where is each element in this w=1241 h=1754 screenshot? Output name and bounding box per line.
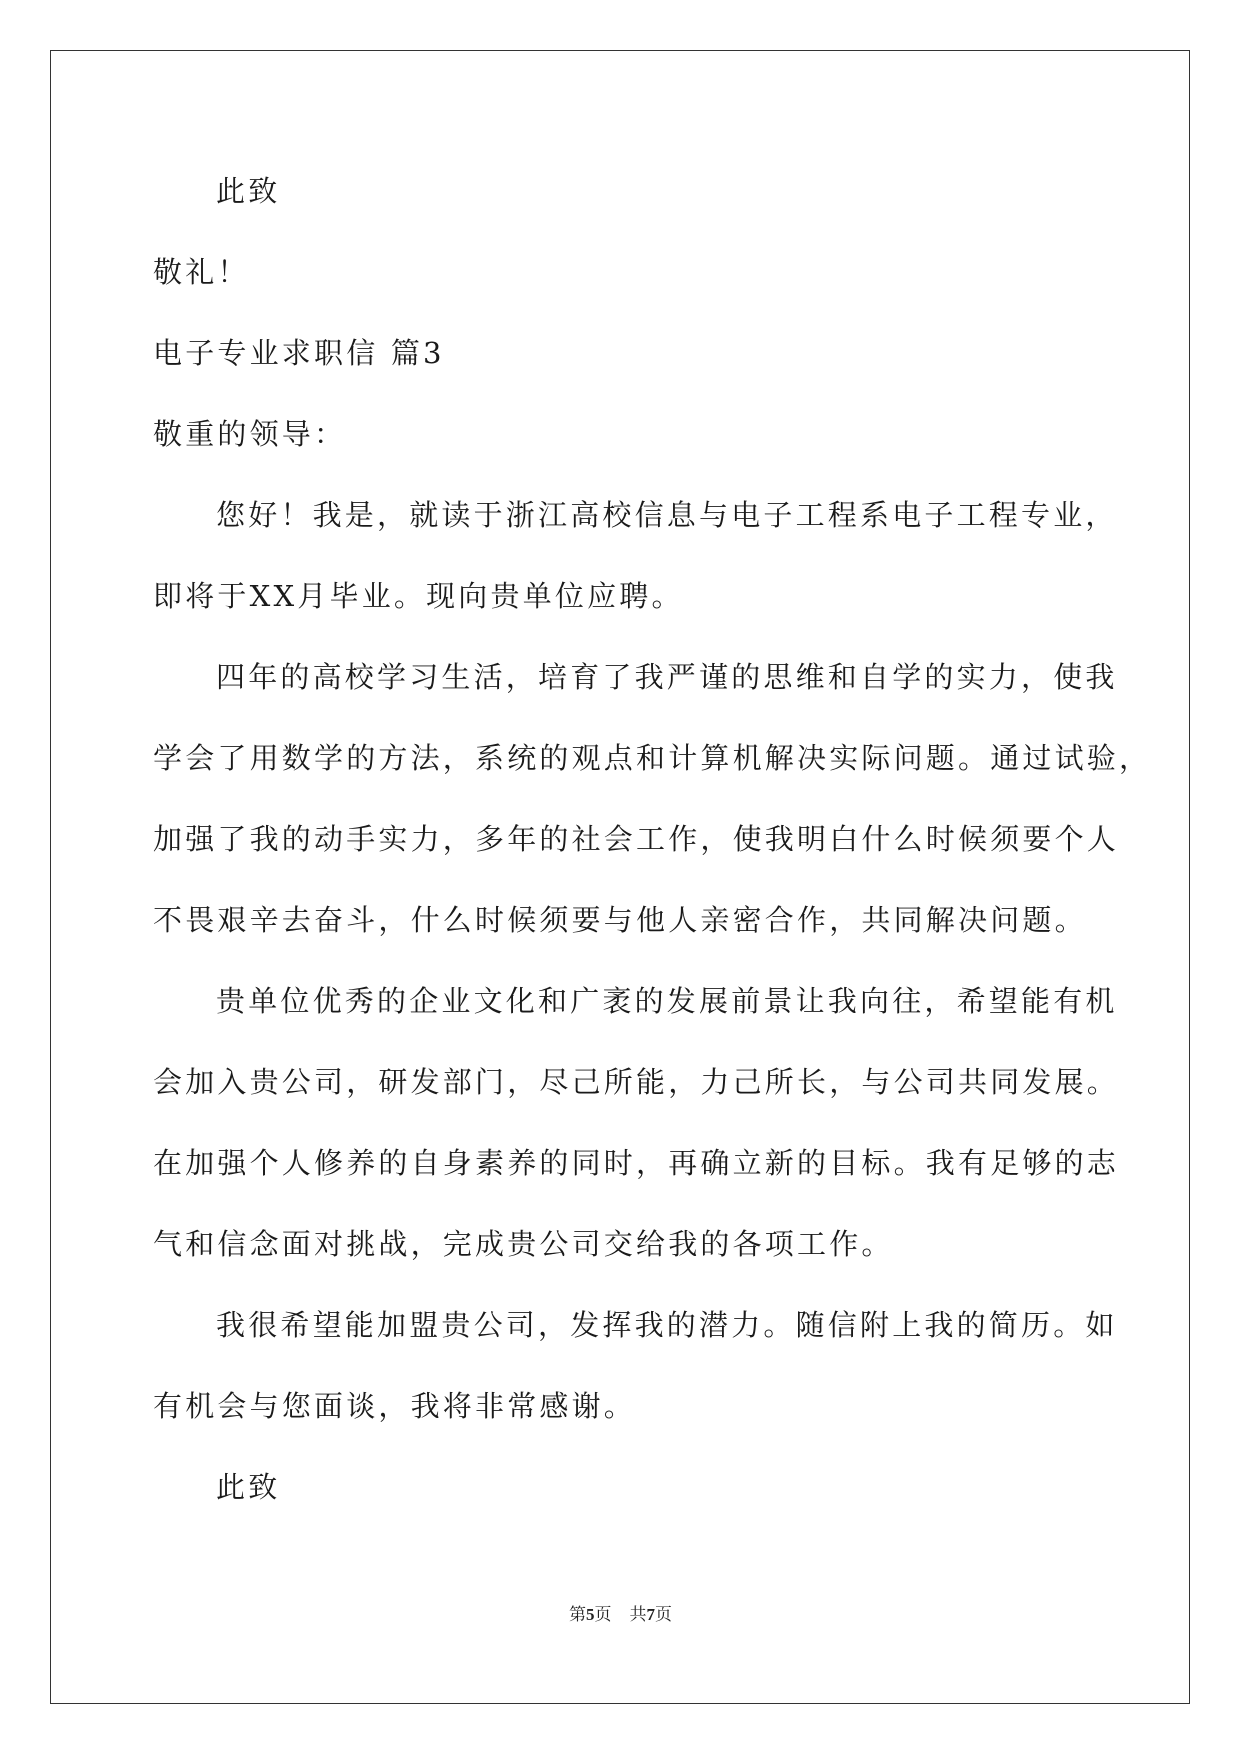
paragraph-4-line-2: 有机会与您面谈，我将非常感谢。 <box>153 1389 637 1423</box>
section-heading: 电子专业求职信 篇3 <box>153 336 445 370</box>
paragraph-4-line-1: 我很希望能加盟贵公司，发挥我的潜力。随信附上我的简历。如 <box>216 1308 1118 1342</box>
paragraph-1-line-2: 即将于XX月毕业。现向贵单位应聘。 <box>153 579 684 613</box>
paragraph-1-line-1: 您好！我是，就读于浙江高校信息与电子工程系电子工程专业， <box>216 498 1118 532</box>
page-label-suffix: 页 <box>594 1605 612 1624</box>
current-page-number: 5 <box>586 1605 595 1624</box>
greeting: 敬重的领导： <box>153 417 347 451</box>
page-footer <box>0 1600 1241 1625</box>
paragraph-2-line-3: 加强了我的动手实力，多年的社会工作，使我明白什么时候须要个人 <box>153 822 1120 856</box>
paragraph-2-line-1: 四年的高校学习生活，培育了我严谨的思维和自学的实力，使我 <box>216 660 1118 694</box>
closing-salutation: 此致 <box>216 174 281 208</box>
paragraph-3-line-3: 在加强个人修养的自身素养的同时，再确立新的目标。我有足够的志 <box>153 1146 1120 1180</box>
paragraph-2-line-2: 学会了用数学的方法，系统的观点和计算机解决实际问题。通过试验， <box>153 741 1152 775</box>
paragraph-2-line-4: 不畏艰辛去奋斗，什么时候须要与他人亲密合作，共同解决问题。 <box>153 903 1087 937</box>
closing-regards: 敬礼！ <box>153 255 250 289</box>
paragraph-3-line-2: 会加入贵公司，研发部门，尽己所能，力己所长，与公司共同发展。 <box>153 1065 1120 1099</box>
paragraph-3-line-4: 气和信念面对挑战，完成贵公司交给我的各项工作。 <box>153 1227 894 1261</box>
paragraph-3-line-1: 贵单位优秀的企业文化和广袤的发展前景让我向往，希望能有机 <box>216 984 1118 1018</box>
total-label-prefix: 共 <box>629 1605 647 1624</box>
closing-salutation-2: 此致 <box>216 1470 281 1504</box>
page-border <box>50 50 1190 1704</box>
total-label-suffix: 页 <box>655 1605 672 1624</box>
total-page-number: 7 <box>646 1605 655 1624</box>
page-label-prefix: 第 <box>569 1605 586 1624</box>
